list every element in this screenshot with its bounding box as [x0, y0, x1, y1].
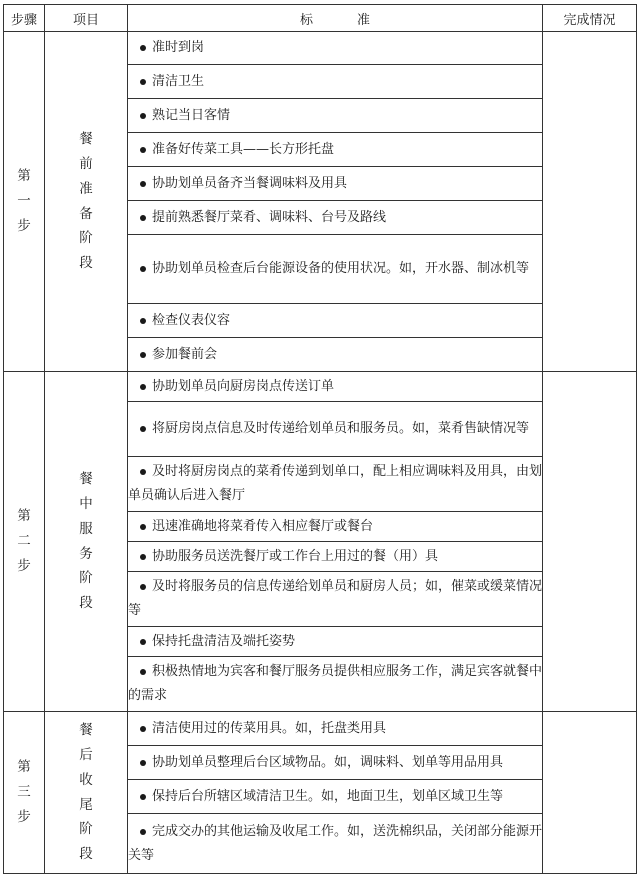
- step-cell: [4, 372, 45, 712]
- phase-cell: [45, 712, 128, 874]
- phase-char: 中: [79, 495, 93, 512]
- standard-item: 协助划单员检查后台能源设备的使用状况。如，开水器、制冰机等: [128, 235, 543, 304]
- standards-table: [3, 4, 637, 874]
- phase-cell: [45, 372, 128, 712]
- phase-char: 段: [79, 846, 93, 863]
- standard-item: 协助划单员整理后台区域物品。如，调味料、划单等用品用具: [128, 746, 543, 780]
- phase-cell: [45, 32, 128, 372]
- phase-char: 前: [79, 155, 93, 172]
- header-standard-char: 标: [299, 12, 313, 28]
- completion-cell[interactable]: [543, 712, 637, 874]
- step-cell: [4, 32, 45, 372]
- standard-item: 准时到岗: [128, 32, 543, 65]
- standard-item: 积极热情地为宾客和餐厅服务员提供相应服务工作，满足宾客就餐中的需求: [128, 657, 543, 712]
- standard-item: 清洁卫生: [128, 65, 543, 99]
- step-cell: [4, 712, 45, 874]
- phase-char: 尾: [79, 796, 93, 813]
- standard-item: 熟记当日客情: [128, 99, 543, 133]
- phase-char: 餐: [79, 721, 93, 738]
- step-char: 第: [17, 508, 31, 525]
- standard-item: 及时将服务员的信息传递给划单员和厨房人员；如，催菜或缓菜情况等: [128, 572, 543, 627]
- standard-item: 及时将厨房岗点的菜肴传递到划单口，配上相应调味料及用具，由划单员确认后进入餐厅: [128, 457, 543, 512]
- phase-char: 后: [79, 746, 93, 763]
- table-row: [4, 712, 637, 746]
- phase-char: 务: [79, 545, 93, 562]
- step-char: 第: [17, 168, 31, 185]
- phase-char: 段: [79, 255, 93, 272]
- standard-item: 准备好传菜工具——长方形托盘: [128, 133, 543, 167]
- standard-item: 保持托盘清洁及端托姿势: [128, 627, 543, 657]
- step-char: 步: [17, 557, 31, 574]
- header-standard-char: 准: [357, 12, 371, 28]
- completion-cell[interactable]: [543, 32, 637, 372]
- step-char: 步: [17, 808, 31, 825]
- standard-item: 保持后台所辖区域清洁卫生。如，地面卫生，划单区域卫生等: [128, 780, 543, 814]
- phase-char: 准: [79, 180, 93, 197]
- phase-char: 阶: [79, 821, 93, 838]
- standard-item: 参加餐前会: [128, 338, 543, 372]
- header-item: 项目: [45, 5, 128, 32]
- phase-char: 收: [79, 771, 93, 788]
- phase-char: 服: [79, 520, 93, 537]
- phase-char: 餐: [79, 130, 93, 147]
- completion-cell[interactable]: [543, 372, 637, 712]
- step-char: 步: [17, 217, 31, 234]
- header-completion: 完成情况: [543, 5, 637, 32]
- phase-char: 备: [79, 205, 93, 222]
- table-row: [4, 32, 637, 65]
- header-row: [4, 5, 637, 32]
- header-step: 步骤: [4, 5, 45, 32]
- standard-item: 迅速准确地将菜肴传入相应餐厅或餐台: [128, 512, 543, 542]
- standard-item: 协助服务员送洗餐厅或工作台上用过的餐（用）具: [128, 542, 543, 572]
- step-char: 一: [17, 193, 31, 210]
- step-char: 二: [17, 533, 31, 550]
- standard-item: 将厨房岗点信息及时传递给划单员和服务员。如，菜肴售缺情况等: [128, 402, 543, 457]
- table-row: [4, 372, 637, 402]
- standard-item: 协助划单员备齐当餐调味料及用具: [128, 167, 543, 201]
- phase-char: 段: [79, 595, 93, 612]
- phase-char: 阶: [79, 570, 93, 587]
- standard-item: 完成交办的其他运输及收尾工作。如，送洗棉织品，关闭部分能源开关等: [128, 814, 543, 874]
- step-char: 三: [17, 784, 31, 801]
- standard-item: 清洁使用过的传菜用具。如，托盘类用具: [128, 712, 543, 746]
- standard-item: 检查仪表仪容: [128, 304, 543, 338]
- standard-item: 提前熟悉餐厅菜肴、调味料、台号及路线: [128, 201, 543, 235]
- phase-char: 餐: [79, 470, 93, 487]
- header-standard: [128, 5, 543, 32]
- standard-item: 协助划单员向厨房岗点传送订单: [128, 372, 543, 402]
- phase-char: 阶: [79, 230, 93, 247]
- step-char: 第: [17, 759, 31, 776]
